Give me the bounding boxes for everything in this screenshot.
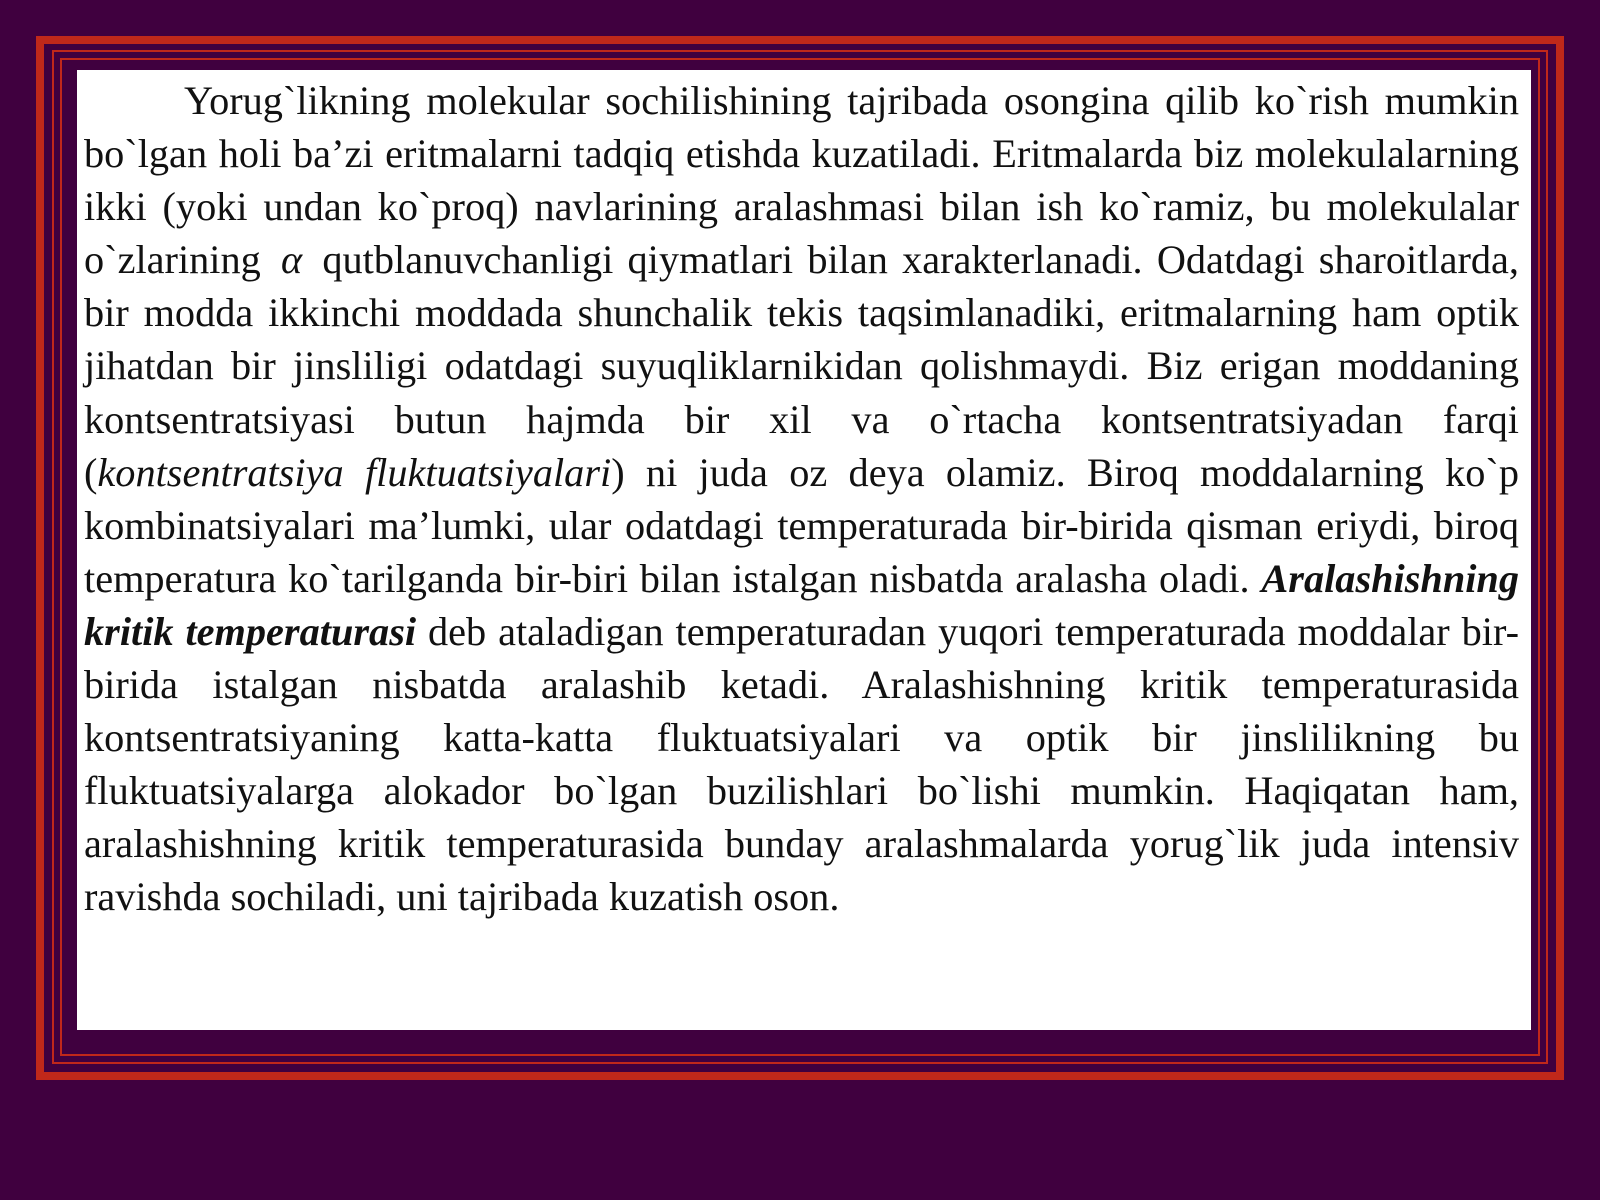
alpha-symbol: α [281,237,303,283]
bold-italic-term: Aralashishning kritik temperaturasi [84,555,1519,654]
italic-term: kontsentratsiya fluktuatsiyalari [97,449,612,495]
text-page [77,70,1531,1030]
paragraph-text-part-2: qutblanuvchanligi qiymatlari bilan xarakterlanadi. Odatdagi sharoitlarda, bir modda ikkinchi moddada shunchalik tekis taqsimlanadiki, eritmalarning ham optik jihatdan bir jinsliligi odatdagi suyuqliklarnikidan qolishmaydi. Biz erigan moddaning kontsentratsiyasi butun hajmda bir xil va o`rtacha kontsentratsiyadan farqi ( [84,237,1520,495]
paragraph-text-part-1: Yorug`likning molekular sochilishining tajribada osongina qilib ko`rish mumkin bo`lgan holi ba’zi eritmalarni tadqiq etishda kuzatiladi. Eritmalarda biz molekulalarning ikki (yoki undan ko`proq) navlarining aralashmasi bilan ish ko`ramiz, bu molekulalar o`zlarining [84,78,1519,283]
body-paragraph [84,74,1519,924]
paragraph-text-part-3: ) ni juda oz deya olamiz. Biroq moddalarning ko`p kombinatsiyalari ma’lumki, ular odatdagi temperaturada bir-birida qisman eriydi, biroq temperatura ko`tarilganda bir-biri bilan istalgan nisbatda aralasha oladi. [84,449,1519,601]
paragraph-text-part-4: deb ataladigan temperaturadan yuqori temperaturada moddalar bir-birida istalgan nisbatda aralashib ketadi. Aralashishning kritik temperaturasida kontsentratsiyaning katta-katta fluktuatsiyalari va optik bir jinslilikning bu fluktuatsiyalarga alokador bo`lgan buzilishlari bo`lishi mumkin. Haqiqatan ham, aralashishning kritik temperaturasida bunday aralashmalarda yorug`lik juda intensiv ravishda sochiladi, uni tajribada kuzatish oson. [84,608,1519,920]
